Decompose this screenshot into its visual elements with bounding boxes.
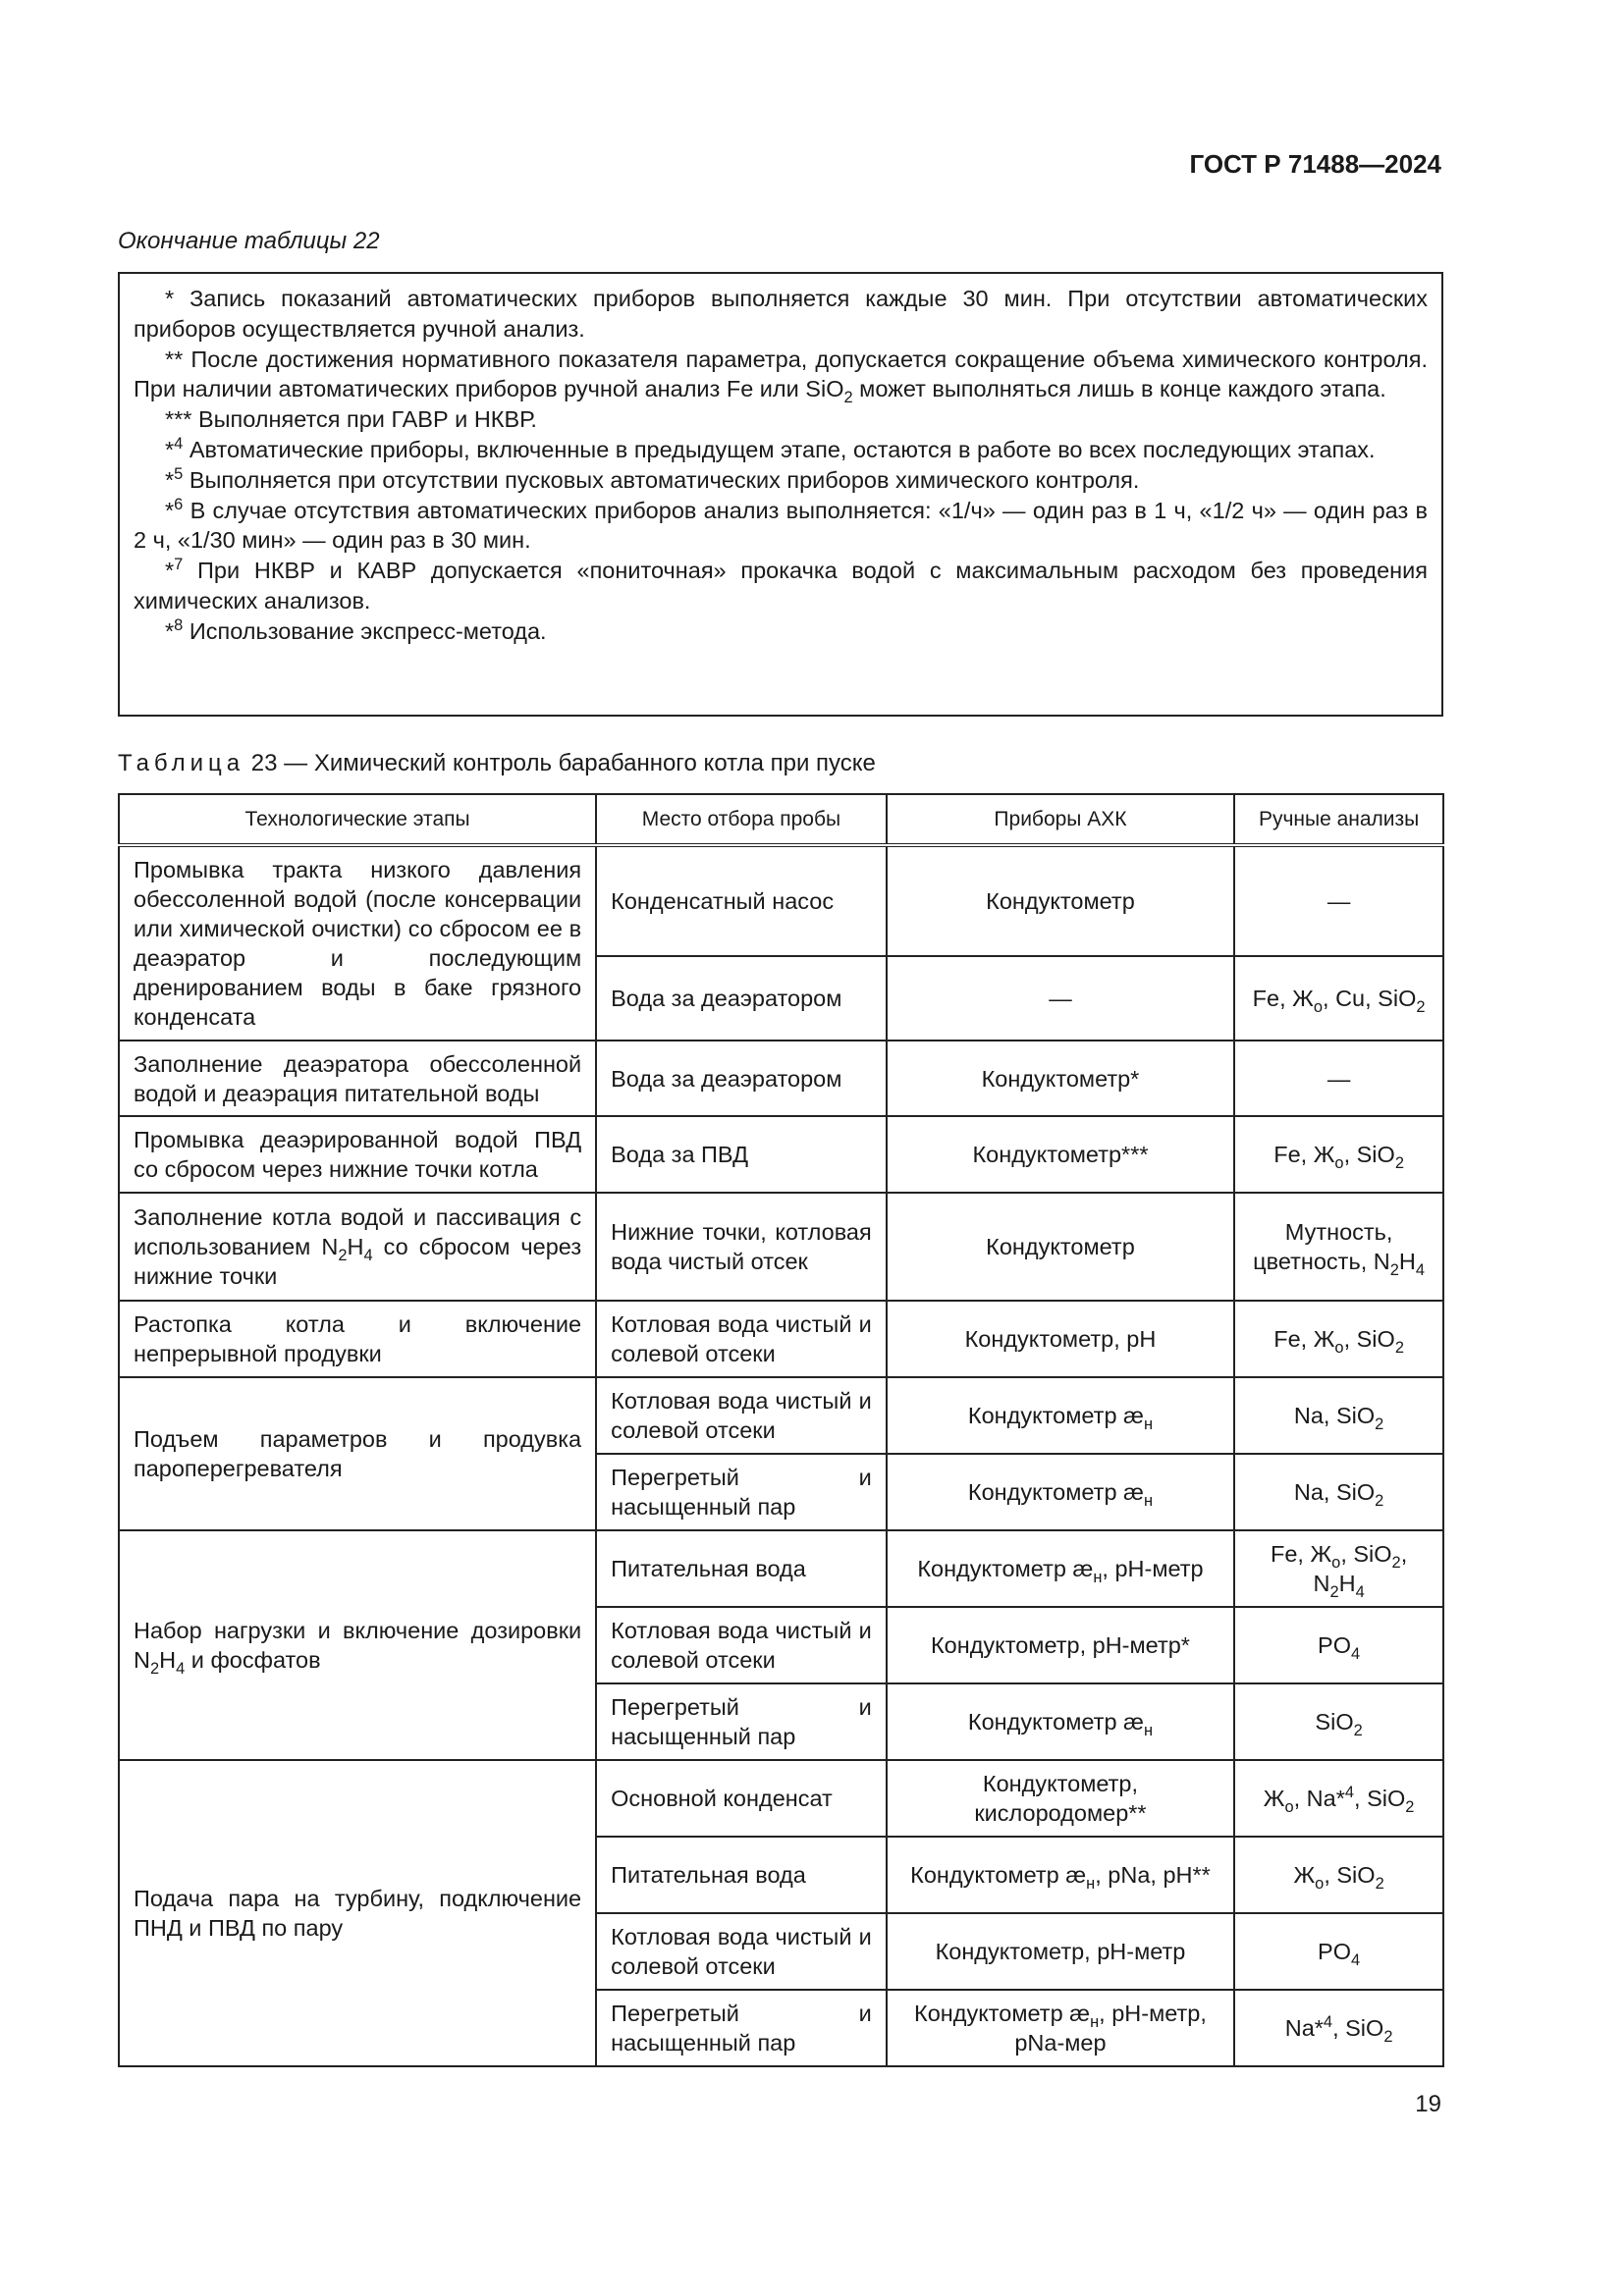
cell-manual-analyses: $Ж_о$, Na*$^4$, SiO$_2$ bbox=[1234, 1760, 1443, 1837]
table-row bbox=[119, 845, 1443, 956]
subscript: н bbox=[1090, 2012, 1100, 2031]
subscript: н bbox=[1143, 1721, 1154, 1739]
cell-sampling-point: Вода за деаэратором bbox=[596, 1041, 887, 1116]
footnote: *$^5$ Выполняется при отсутствии пусковых автоматических приборов химического контроля. bbox=[165, 464, 1140, 493]
superscript: 6 bbox=[174, 495, 184, 513]
footnote: ** После достижения нормативного показателя параметра, допускается сокращение объема химического контроля. При наличии автоматических приборов ручной анализ Fe или SiO$_2$ может выполняться лишь в конце каждого этапа. bbox=[134, 346, 1428, 407]
cell-sampling-point: Питательная вода bbox=[596, 1837, 887, 1913]
cell-sampling-point: Основной конденсат bbox=[596, 1760, 887, 1837]
cell-instruments: Кондуктометр $æ_н$, pH-метр, pNa-мер bbox=[887, 1990, 1234, 2066]
subscript: 2 bbox=[1353, 1721, 1363, 1739]
table-23 bbox=[118, 793, 1444, 2067]
cell-manual-analyses: Fe, $Ж_о$, SiO$_2$ bbox=[1234, 1301, 1443, 1377]
subscript: 2 bbox=[149, 1659, 160, 1678]
header-stage: Технологические этапы bbox=[119, 794, 596, 845]
subscript: о bbox=[1331, 1553, 1341, 1572]
table-row bbox=[119, 1041, 1443, 1116]
cell-stage: Промывка деаэрированной водой ПВД со сбросом через нижние точки котла bbox=[119, 1116, 596, 1193]
superscript: 4 bbox=[1323, 2012, 1333, 2031]
cell-sampling-point: Перегретый и насыщенный пар bbox=[596, 1990, 887, 2066]
cell-instruments: — bbox=[887, 956, 1234, 1041]
subscript: 4 bbox=[363, 1246, 373, 1264]
subscript: 4 bbox=[1415, 1260, 1426, 1279]
cell-manual-analyses: Na, SiO$_2$ bbox=[1234, 1377, 1443, 1454]
cell-manual-analyses: $PO_4$ bbox=[1234, 1913, 1443, 1990]
cell-manual-analyses: — bbox=[1234, 845, 1443, 956]
cell-instruments: Кондуктометр bbox=[887, 845, 1234, 956]
subscript: о bbox=[1334, 1338, 1344, 1357]
cell-sampling-point: Конденсатный насос bbox=[596, 845, 887, 956]
page-number: 19 bbox=[1415, 2091, 1441, 2117]
subscript: 2 bbox=[843, 389, 853, 407]
subscript: 2 bbox=[1375, 1491, 1384, 1510]
cell-manual-analyses: Fe, $Ж_о$, SiO$_2$, $N_2H_4$ bbox=[1234, 1530, 1443, 1607]
header-device: Приборы АХК bbox=[887, 794, 1234, 845]
cell-manual-analyses: — bbox=[1234, 1041, 1443, 1116]
cell-manual-analyses: Na*$^4$, SiO$_2$ bbox=[1234, 1990, 1443, 2066]
subscript: н bbox=[1093, 1568, 1103, 1586]
footnote: * Запись показаний автоматических приборов выполняется каждые 30 мин. При отсутствии автоматических приборов осуществляется ручной анализ. bbox=[134, 286, 1428, 342]
cell-sampling-point: Питательная вода bbox=[596, 1530, 887, 1607]
cell-sampling-point: Котловая вода чистый и солевой отсеки bbox=[596, 1301, 887, 1377]
subscript: 2 bbox=[1394, 1153, 1404, 1172]
subscript: 2 bbox=[1329, 1582, 1339, 1601]
cell-instruments: Кондуктометр $æ_н$ bbox=[887, 1377, 1234, 1454]
footnote: *$^8$ Использование экспресс-метода. bbox=[165, 615, 547, 644]
superscript: 8 bbox=[174, 615, 184, 634]
cell-instruments: Кондуктометр, pH-метр* bbox=[887, 1607, 1234, 1683]
cell-manual-analyses: SiO$_2$ bbox=[1234, 1683, 1443, 1760]
cell-instruments: Кондуктометр, pH bbox=[887, 1301, 1234, 1377]
subscript: о bbox=[1315, 1874, 1325, 1893]
footnote: *$^6$ В случае отсутствия автоматических приборов анализ выполняется: «1/ч» — один раз в 1 ч, «1/2 ч» — один раз в 2 ч, «1/30 мин» — один раз в 30 мин. bbox=[134, 495, 1428, 554]
cell-instruments: Кондуктометр $æ_н$, pH-метр bbox=[887, 1530, 1234, 1607]
table-row bbox=[119, 1530, 1443, 1607]
subscript: 4 bbox=[1351, 1644, 1361, 1663]
subscript: 2 bbox=[338, 1246, 348, 1264]
cell-instruments: Кондуктометр $æ_н$ bbox=[887, 1454, 1234, 1530]
superscript: 4 bbox=[1344, 1783, 1355, 1801]
subscript: н bbox=[1086, 1874, 1096, 1893]
caption-title: 23 — Химический контроль барабанного котла при пуске bbox=[250, 750, 876, 776]
subscript: 2 bbox=[1383, 2027, 1393, 2046]
subscript: 2 bbox=[1394, 1338, 1404, 1357]
superscript: 4 bbox=[174, 434, 184, 453]
subscript: 2 bbox=[1405, 1797, 1415, 1816]
table-row bbox=[119, 1377, 1443, 1454]
cell-sampling-point: Вода за ПВД bbox=[596, 1116, 887, 1193]
subscript: 2 bbox=[1375, 1874, 1384, 1893]
cell-instruments: Кондуктометр bbox=[887, 1193, 1234, 1301]
subscript: н bbox=[1143, 1415, 1154, 1433]
footnote: *$^4$ Автоматические приборы, включенные в предыдущем этапе, остаются в работе во всех последующих этапах. bbox=[165, 434, 1376, 462]
cell-manual-analyses: $Ж_о$, SiO$_2$ bbox=[1234, 1837, 1443, 1913]
subscript: о bbox=[1313, 997, 1324, 1016]
cell-stage: Растопка котла и включение непрерывной продувки bbox=[119, 1301, 596, 1377]
table-row bbox=[119, 1193, 1443, 1301]
cell-instruments: Кондуктометр, кислородомер** bbox=[887, 1760, 1234, 1837]
footnote: *** Выполняется при ГАВР и НКВР. bbox=[165, 406, 537, 433]
subscript: 4 bbox=[1355, 1582, 1365, 1601]
cell-sampling-point: Котловая вода чистый и солевой отсеки bbox=[596, 1377, 887, 1454]
cell-instruments: Кондуктометр $æ_н$, pNa, pH** bbox=[887, 1837, 1234, 1913]
subscript: 2 bbox=[1391, 1553, 1401, 1572]
cell-sampling-point: Перегретый и насыщенный пар bbox=[596, 1454, 887, 1530]
cell-instruments: Кондуктометр $æ_н$ bbox=[887, 1683, 1234, 1760]
subscript: 4 bbox=[1351, 1950, 1361, 1969]
cell-stage: Заполнение котла водой и пассивация с использованием $N_2H_4$ со сбросом через нижние точки bbox=[119, 1193, 596, 1301]
table-row bbox=[119, 1760, 1443, 1837]
superscript: 7 bbox=[174, 556, 184, 574]
cell-manual-analyses: $PO_4$ bbox=[1234, 1607, 1443, 1683]
subscript: о bbox=[1334, 1153, 1344, 1172]
cell-sampling-point: Перегретый и насыщенный пар bbox=[596, 1683, 887, 1760]
subscript: о bbox=[1284, 1797, 1294, 1816]
cell-manual-analyses: Fe, $Ж_о$, SiO$_2$ bbox=[1234, 1116, 1443, 1193]
caption-word: Таблица bbox=[118, 750, 245, 776]
cell-instruments: Кондуктометр*** bbox=[887, 1116, 1234, 1193]
table-row bbox=[119, 1301, 1443, 1377]
cell-stage: Подъем параметров и продувка пароперегревателя bbox=[119, 1377, 596, 1530]
header-manual: Ручные анализы bbox=[1234, 794, 1443, 845]
table-22-footnotes bbox=[118, 272, 1443, 717]
table-row bbox=[119, 1116, 1443, 1193]
cell-stage: Заполнение деаэратора обессоленной водой и деаэрация питательной воды bbox=[119, 1041, 596, 1116]
cell-manual-analyses: Мутность, цветность, $N_2H_4$ bbox=[1234, 1193, 1443, 1301]
table-23-caption bbox=[118, 750, 876, 777]
subscript: 2 bbox=[1416, 997, 1426, 1016]
header-place: Место отбора пробы bbox=[596, 794, 887, 845]
subscript: 2 bbox=[1389, 1260, 1399, 1279]
cell-stage: Промывка тракта низкого давления обессоленной водой (после консервации или химической очистки) со сбросом ее в деаэратор и последующим дренированием воды в баке грязного конденсата bbox=[119, 845, 596, 1041]
cell-stage: Подача пара на турбину, подключение ПНД и ПВД по пару bbox=[119, 1760, 596, 2066]
cell-stage: Набор нагрузки и включение дозировки $N_2H_4$ и фосфатов bbox=[119, 1530, 596, 1760]
cell-sampling-point: Нижние точки, котловая вода чистый отсек bbox=[596, 1193, 887, 1301]
document-code: ГОСТ Р 71488—2024 bbox=[1189, 149, 1441, 179]
subscript: 4 bbox=[176, 1659, 186, 1678]
cell-sampling-point: Котловая вода чистый и солевой отсеки bbox=[596, 1913, 887, 1990]
subscript: н bbox=[1143, 1491, 1154, 1510]
superscript: 5 bbox=[174, 464, 184, 483]
cell-manual-analyses: Fe, $Ж_о$, Cu, SiO$_2$ bbox=[1234, 956, 1443, 1041]
cell-manual-analyses: Na, SiO$_2$ bbox=[1234, 1454, 1443, 1530]
cell-instruments: Кондуктометр, pH-метр bbox=[887, 1913, 1234, 1990]
table-continuation-label: Окончание таблицы 22 bbox=[118, 228, 380, 254]
cell-sampling-point: Вода за деаэратором bbox=[596, 956, 887, 1041]
footnote: *$^7$ При НКВР и КАВР допускается «пониточная» прокачка водой с максимальным расходом без проведения химических анализов. bbox=[134, 556, 1428, 614]
cell-instruments: Кондуктометр* bbox=[887, 1041, 1234, 1116]
cell-sampling-point: Котловая вода чистый и солевой отсеки bbox=[596, 1607, 887, 1683]
table-header-row bbox=[119, 794, 1443, 845]
subscript: 2 bbox=[1375, 1415, 1384, 1433]
